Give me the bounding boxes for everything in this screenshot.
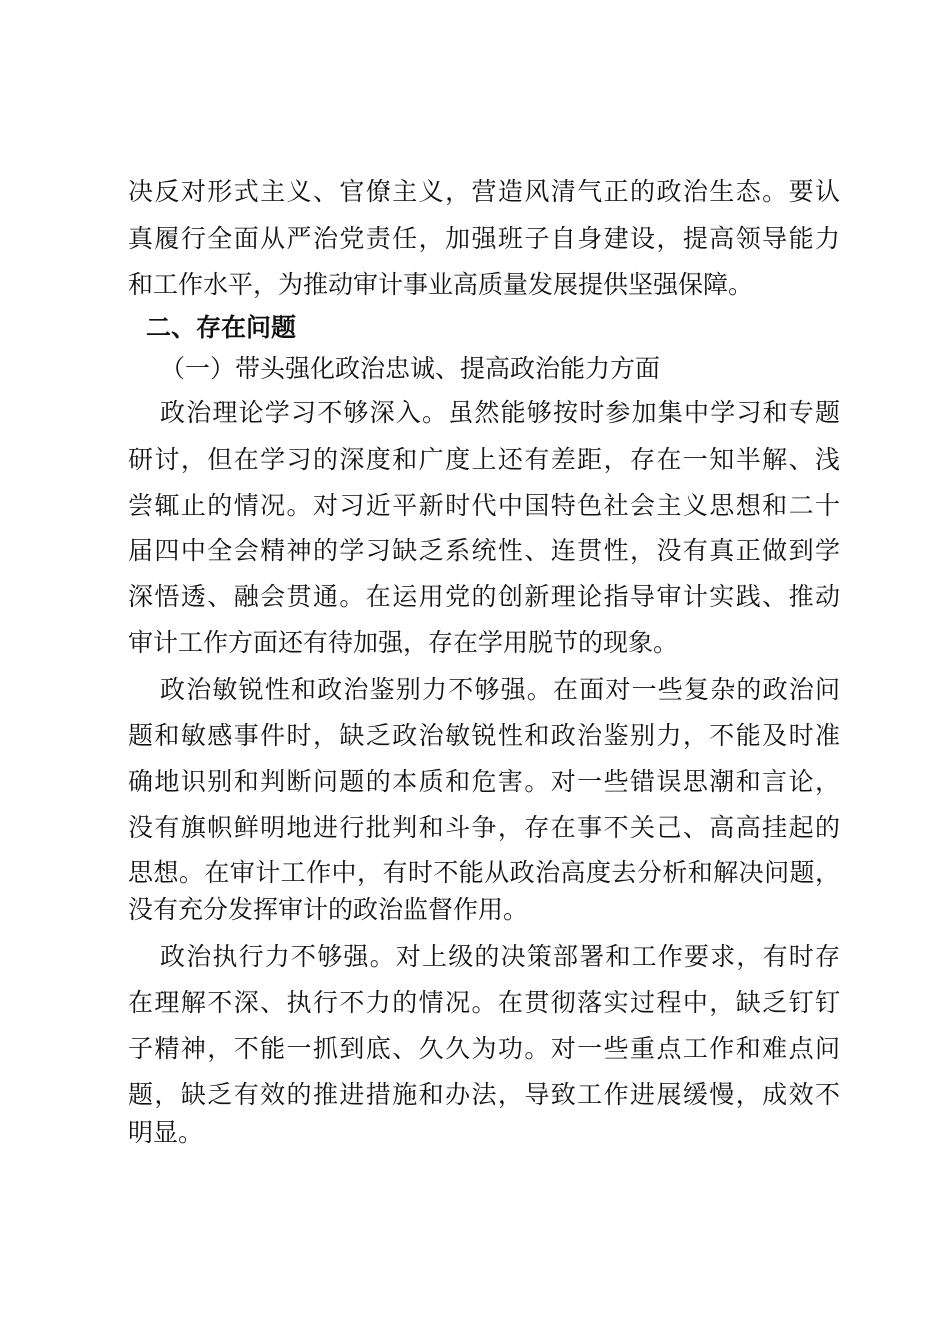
body-text-line: 和工作水平，为推动审计事业高质量发展提供坚强保障。 bbox=[128, 270, 754, 299]
section-heading: 二、存在问题 bbox=[146, 313, 297, 342]
paragraph-first-line: 政治敏锐性和政治鉴别力不够强。在面对一些复杂的政治问 bbox=[160, 675, 840, 704]
body-text-line: 届四中全会精神的学习缺乏系统性、连贯性，没有真正做到学 bbox=[128, 536, 840, 565]
paragraph-first-line: 政治执行力不够强。对上级的决策部署和工作要求，有时存 bbox=[160, 942, 840, 971]
body-text-line: 审计工作方面还有待加强，存在学用脱节的现象。 bbox=[128, 628, 679, 657]
body-text-line: 子精神，不能一抓到底、久久为功。对一些重点工作和难点问 bbox=[128, 1034, 840, 1063]
body-text-line: 决反对形式主义、官僚主义，营造风清气正的政治生态。要认 bbox=[128, 177, 840, 206]
body-text-line: 确地识别和判断问题的本质和危害。对一些错误思潮和言论， bbox=[128, 767, 840, 796]
body-text-line: 没有充分发挥审计的政治监督作用。 bbox=[128, 895, 529, 924]
paragraph-first-line: 政治理论学习不够深入。虽然能够按时参加集中学习和专题 bbox=[160, 398, 840, 427]
body-text-line: 深悟透、融会贯通。在运用党的创新理论指导审计实践、推动 bbox=[128, 582, 840, 611]
body-text-line: 题和敏感事件时，缺乏政治敏锐性和政治鉴别力，不能及时准 bbox=[128, 721, 840, 750]
body-text-line: 没有旗帜鲜明地进行批判和斗争，存在事不关己、高高挂起的 bbox=[128, 813, 840, 842]
body-text-line: 真履行全面从严治党责任，加强班子自身建设，提高领导能力 bbox=[128, 224, 840, 253]
body-text-line: 明显。 bbox=[128, 1118, 204, 1147]
subsection-heading: （一）带头强化政治忠诚、提高政治能力方面 bbox=[160, 354, 661, 383]
body-text-line: 尝辄止的情况。对习近平新时代中国特色社会主义思想和二十 bbox=[128, 491, 840, 520]
body-text-line: 在理解不深、执行不力的情况。在贯彻落实过程中，缺乏钉钉 bbox=[128, 988, 840, 1017]
body-text-line: 题，缺乏有效的推进措施和办法，导致工作进展缓慢，成效不 bbox=[128, 1080, 840, 1109]
body-text-line: 研讨，但在学习的深度和广度上还有差距，存在一知半解、浅 bbox=[128, 445, 840, 474]
body-text-line: 思想。在审计工作中，有时不能从政治高度去分析和解决问题， bbox=[128, 858, 840, 887]
